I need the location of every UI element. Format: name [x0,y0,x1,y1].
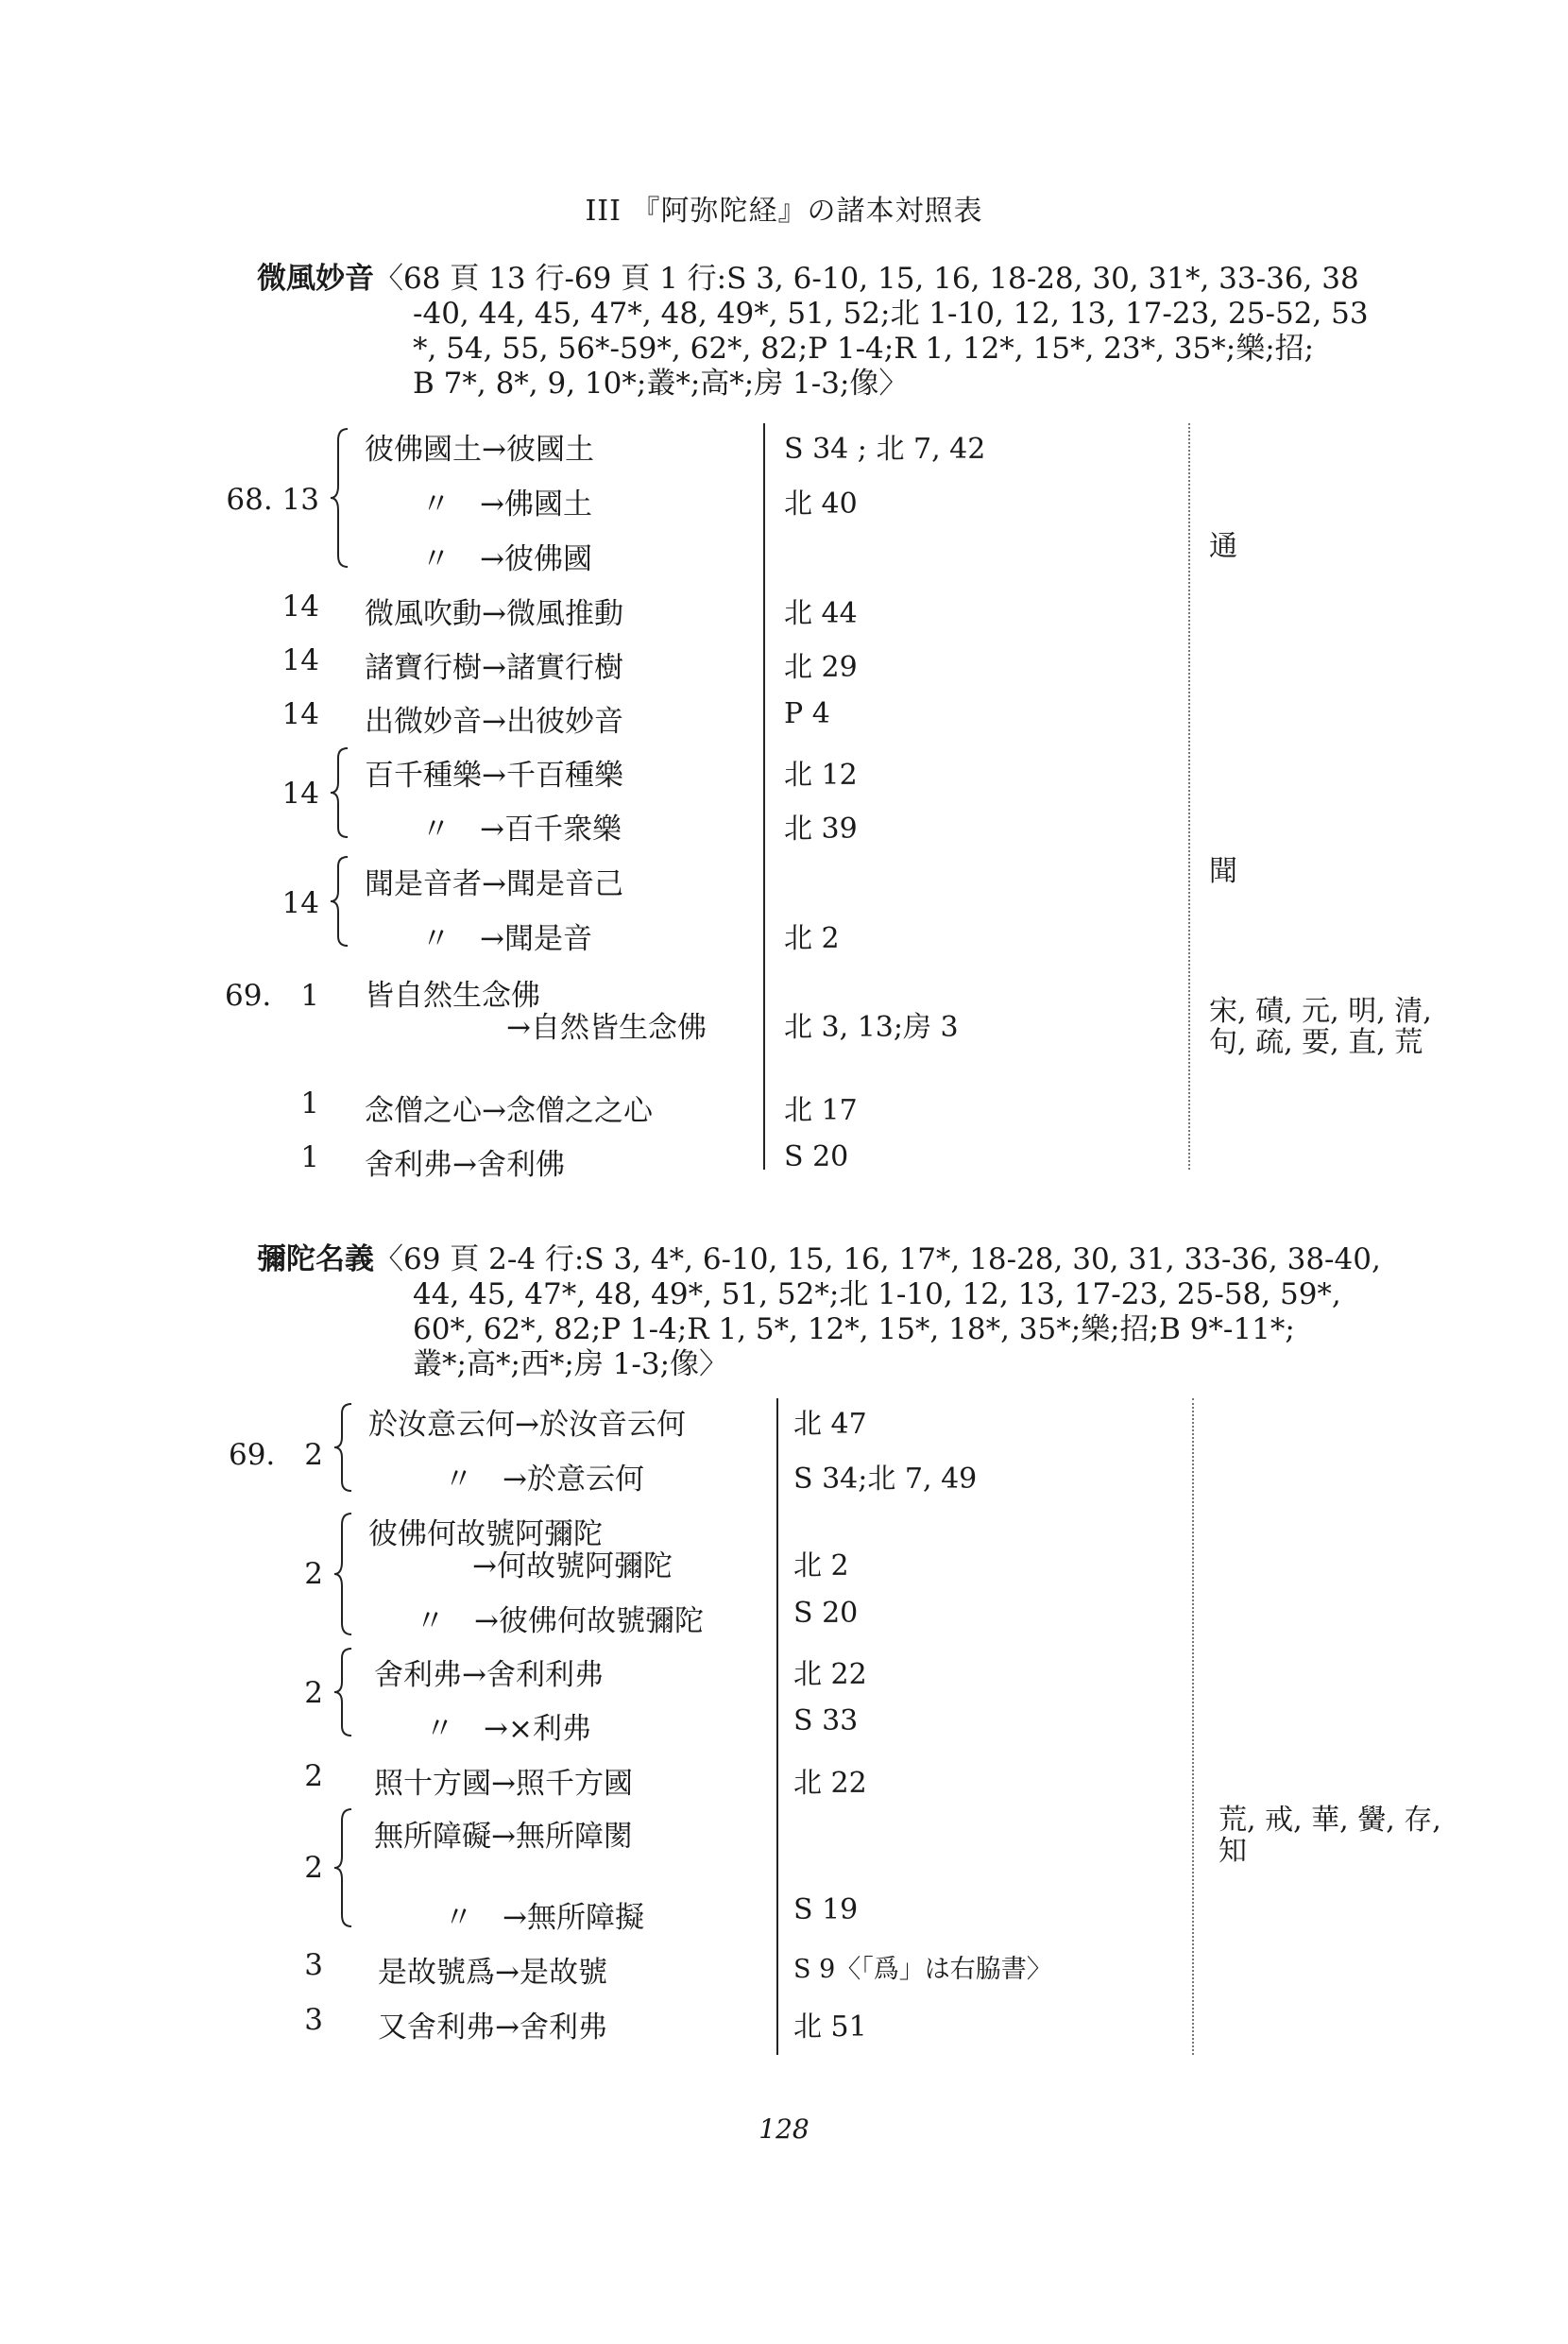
edition-note: 通 [1209,530,1237,563]
line-ref: 14 [281,777,319,811]
variant-reading: 出微妙音→出彼妙音 [365,705,623,739]
brace-icon [329,746,351,839]
line-ref: 3 [304,2003,323,2037]
section-scope-line: 60*, 62*, 82;P 1-4;R 1, 5*, 12*, 15*, 18*, 35*;樂;招;B 9*-11*; [413,1312,1295,1346]
edition-note: 知 [1219,1835,1247,1868]
section-header-1 [257,262,1466,402]
variant-reading: 〃 →×利弗 [425,1712,591,1746]
source-list: S 20 [784,1140,849,1173]
section-title: 微風妙音 [257,262,374,296]
variant-reading: 皆自然生念佛 [365,979,540,1013]
line-ref: 69. 2 [228,1438,323,1472]
section-scope-line: -40, 44, 45, 47*, 48, 49*, 51, 52;北 1-10, 12, 13, 17-23, 25-52, 53 [413,297,1369,331]
brace-icon [332,1647,355,1737]
section-scope-line: *, 54, 55, 56*-59*, 62*, 82;P 1-4;R 1, 12*, 15*, 23*, 35*;樂;招; [413,332,1315,366]
variant-reading: 〃 →無所障擬 [444,1901,644,1935]
line-ref: 14 [281,697,319,731]
line-ref: 14 [281,590,319,624]
edition-note: 宋, 磧, 元, 明, 清, [1209,995,1432,1028]
line-ref: 14 [281,643,319,677]
line-ref: 1 [300,1086,319,1121]
variant-reading: 聞是音者→聞是音己 [365,867,623,901]
variant-reading: 微風吹動→微風推動 [365,597,623,631]
column-rule [776,1398,778,2055]
brace-icon [332,1402,355,1493]
source-list: 北 29 [784,651,858,684]
section-scope-line: 〈69 頁 2-4 行:S 3, 4*, 6-10, 15, 16, 17*, 18-28, 30, 31, 33-36, 38-40, [374,1242,1381,1276]
source-list: S 33 [793,1704,859,1737]
source-list: 北 44 [784,597,858,630]
section-scope-line: B 7*, 8*, 9, 10*;叢*;高*;房 1-3;像〉 [413,367,909,401]
source-list: 北 47 [793,1408,867,1441]
running-head: III 『阿弥陀経』の諸本対照表 [585,195,983,228]
column-rule-dotted [1188,423,1190,1170]
line-ref: 1 [300,1140,319,1174]
line-ref: 69. 1 [224,979,319,1013]
edition-note: 聞 [1209,855,1237,888]
source-list: 北 51 [793,2010,867,2044]
variant-reading: 念僧之心→念僧之之心 [365,1094,653,1128]
variant-reading: 〃 →於意云何 [444,1463,644,1497]
line-ref: 2 [304,1759,323,1793]
variant-reading: 照十方國→照千方國 [374,1767,633,1801]
column-rule [763,423,765,1170]
line-ref: 14 [281,886,319,920]
line-ref: 3 [304,1948,323,1982]
variant-reading: 於汝意云何→於汝音云何 [368,1408,686,1442]
line-ref: 2 [304,1557,323,1591]
source-list: S 20 [793,1597,859,1630]
column-rule-dotted [1192,1398,1194,2055]
brace-icon [329,855,351,948]
variant-reading: →何故號阿彌陀 [472,1549,673,1583]
source-list: S 34;北 7, 49 [793,1463,978,1496]
variant-reading: 〃 →彼佛何故號彌陀 [416,1604,704,1638]
variant-reading: 彼佛何故號阿彌陀 [368,1517,603,1551]
brace-icon [332,1807,355,1928]
source-list: 北 22 [793,1658,867,1691]
variant-reading: 〃 →聞是音 [421,922,592,956]
section-scope-line: 叢*;高*;西*;房 1-3;像〉 [413,1347,729,1381]
source-list: 北 2 [784,922,840,955]
edition-note: 荒, 戒, 華, 黌, 存, [1219,1804,1441,1837]
source-list: 北 39 [784,813,858,846]
page-number: 128 [758,2113,810,2145]
source-list: 北 12 [784,759,858,792]
source-list: S 34 ; 北 7, 42 [784,433,986,466]
section-scope-line: 44, 45, 47*, 48, 49*, 51, 52*;北 1-10, 12, 13, 17-23, 25-58, 59*, [413,1277,1341,1311]
source-list: 北 22 [793,1767,867,1800]
source-list: S 19 [793,1893,859,1926]
variant-reading: 〃 →百千衆樂 [421,813,622,847]
line-ref: 2 [304,1676,323,1710]
section-title: 彌陀名義 [257,1242,374,1276]
line-ref: 68. 13 [226,483,319,517]
source-list: P 4 [784,697,830,730]
source-list: S 9〈「爲」は右脇書〉 [793,1955,1052,1984]
source-list: 北 3, 13;房 3 [784,1011,959,1044]
edition-note: 句, 疏, 要, 直, 荒 [1209,1026,1423,1059]
variant-reading: 是故號爲→是故號 [378,1956,607,1990]
line-ref: 2 [304,1851,323,1885]
variant-reading: 彼佛國土→彼國土 [365,433,594,467]
section-scope-line: 〈68 頁 13 行-69 頁 1 行:S 3, 6-10, 15, 16, 18-28, 30, 31*, 33-36, 38 [374,262,1359,296]
variant-reading: 舍利弗→舍利利弗 [374,1658,604,1692]
variant-reading: 百千種樂→千百種樂 [365,759,623,793]
variant-reading: 又舍利弗→舍利弗 [378,2010,607,2045]
source-list: 北 17 [784,1094,858,1127]
source-list: 北 2 [793,1549,849,1583]
brace-icon [332,1512,355,1636]
source-list: 北 40 [784,488,858,521]
variant-reading: 〃 →佛國土 [421,488,592,522]
variant-reading: 〃 →彼佛國 [421,542,592,576]
section-header-2 [257,1242,1466,1382]
variant-reading: →自然皆生念佛 [506,1011,707,1045]
variant-reading: 諸寶行樹→諸實行樹 [365,651,623,685]
variant-reading: 無所障礙→無所障閡 [374,1820,633,1854]
variant-reading: 舍利弗→舍利佛 [365,1148,565,1182]
brace-icon [329,427,351,569]
